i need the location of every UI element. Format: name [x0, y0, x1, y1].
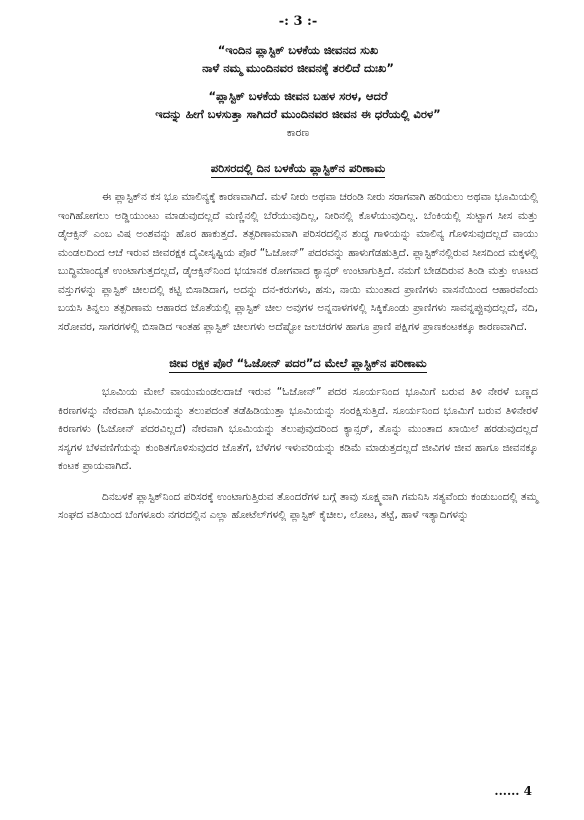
quote-block-1 — [58, 41, 538, 77]
quote-1-line-2: ನಾಳೆ ನಮ್ಮ ಮುಂದಿನವರ ಜೀವನಕ್ಕೆ ತರಲಿದೆ ದುಃಖ” — [202, 61, 394, 75]
quote-block-2 — [58, 87, 538, 123]
page-number: -: 3 :- — [278, 14, 318, 29]
section-1-heading — [58, 157, 538, 178]
section-2-paragraph: ಭೂಮಿಯ ಮೇಲೆ ವಾಯುಮಂಡಲದಾಚೆ ಇರುವ “ಓಜೋನ್” ಪದರ ಸೂರ್ಯನಿಂದ ಭೂಮಿಗೆ ಬರುವ ತಿಳಿ ನೇರಳೆ ಬಣ್ಣದ ಕಿರಣಗಳನ್ನು ನೇರವಾಗಿ ಭೂಮಿಯನ್ನು ತಲುಪದಂತೆ ತಡೆಹಿಡಿಯುತ್ತಾ ಭೂಮಿಯನ್ನು ಸಂರಕ್ಷಿಸುತ್ತಿದೆ. ಸೂರ್ಯನಿಂದ ಭೂಮಿಗೆ ಬರುವ ತಿಳಿನೇರಳೆ ಕಿರಣಗಳು (ಓಜೋನ್ ಪದರವಿಲ್ಲದೆ) ನೇರವಾಗಿ ಭೂಮಿಯನ್ನು ತಲುಪುವುದರಿಂದ ಕ್ಯಾನ್ಸರ್, ತೊನ್ನು ಮುಂತಾದ ಖಾಯಿಲೆ ಹರಡುವುದಲ್ಲದೆ ಸಸ್ಯಗಳ ಬೆಳವಣಿಗೆಯನ್ನು ಕುಂಠಿತಗೊಳಿಸುವುದರ ಜೊತೆಗೆ, ಬೆಳೆಗಳ ಇಳುವರಿಯನ್ನು ಕಡಿಮೆ ಮಾಡುತ್ತದಲ್ಲದೆ ಜೀವಿಗಳ ಜೀವ ಹಾಗೂ ಜೀವನಕ್ಕೂ ಕಂಟಕ ಪ್ರಾಯವಾಗಿದೆ. — [58, 386, 538, 472]
quote-2-line-1: “ಪ್ಲಾಸ್ಟಿಕ್ ಬಳಕೆಯ ಜೀವನ ಬಹಳ ಸರಳ, ಆದರೆ — [208, 89, 388, 103]
section-2-heading — [58, 352, 538, 373]
quote-1-line-1: “ಇಂದಿನ ಪ್ಲಾಸ್ಟಿಕ್ ಬಳಕೆಯ ಜೀವನದ ಸುಖ — [217, 43, 379, 57]
closing-paragraph: ದಿನಬಳಕೆ ಪ್ಲಾಸ್ಟಿಕ್‌ನಿಂದ ಪರಿಸರಕ್ಕೆ ಉಂಟಾಗುತ್ತಿರುವ ತೊಂದರೆಗಳ ಬಗ್ಗೆ ತಾವು ಸೂಕ್ಷ್ಮವಾಗಿ ಗಮನಿಸಿ ಸತ್ಯವೆಂದು ಕಂಡುಬಂದಲ್ಲಿ ತಮ್ಮ ಸಂಘದ ವತಿಯಿಂದ ಬೆಂಗಳೂರು ನಗರದಲ್ಲಿನ ಎಲ್ಲಾ ಹೋಟೆಲ್‌ಗಳಲ್ಲಿ ಪ್ಲಾಸ್ಟಿಕ್ ಕೈಚೀಲ, ಲೋಟ, ತಟ್ಟೆ, ಹಾಳೆ ಇತ್ಯಾದಿಗಳನ್ನು — [58, 490, 538, 521]
section-1-heading-text: ಪರಿಸರದಲ್ಲಿ ದಿನ ಬಳಕೆಯ ಪ್ಲಾಸ್ಟಿಕ್‌ನ ಪರಿಣಾಮ — [211, 160, 386, 178]
quote-2-line-2: ಇದನ್ನು ಹೀಗೆ ಬಳಸುತ್ತಾ ಸಾಗಿದರೆ ಮುಂದಿನವರ ಜೀವನ ಈ ಧರೆಯಲ್ಲಿ ವಿರಳ” — [155, 107, 441, 121]
section-2-heading-text: ಜೀವ ರಕ್ಷಕ ಪೊರೆ “ಓಜೋನ್ ಪದರ”ದ ಮೇಲೆ ಪ್ಲಾಸ್ಟಿಕ್‌ನ ಪರಿಣಾಮ — [169, 355, 426, 373]
next-page-marker: ...... 4 — [494, 784, 532, 798]
section-1-paragraph: ಈ ಪ್ಲಾಸ್ಟಿಕ್‌ನ ಕಸ ಭೂ ಮಾಲಿನ್ಯಕ್ಕೆ ಕಾರಣವಾಗಿದೆ. ಮಳೆ ನೀರು ಅಥವಾ ಚರಂಡಿ ನೀರು ಸರಾಗವಾಗಿ ಹರಿಯಲು ಅಥವಾ ಭೂಮಿಯಲ್ಲಿ ಇಂಗಿಹೋಗಲು ಅಡ್ಡಿಯುಂಟು ಮಾಡುವುದಲ್ಲದೆ ಮಣ್ಣಿನಲ್ಲಿ ಬೆರೆಯುವುದಿಲ್ಲ, ನೀರಿನಲ್ಲಿ ಕೊಳೆಯುವುದಿಲ್ಲ. ಬೆಂಕಿಯಲ್ಲಿ ಸುಟ್ಟಾಗ ಸೀಸ ಮತ್ತು ಡೈಆಕ್ಸಿನ್ ಎಂಬ ವಿಷ ಅಂಶವನ್ನು ಹೊರ ಹಾಕುತ್ತದೆ. ತತ್ಪರಿಣಾಮವಾಗಿ ಪರಿಸರದಲ್ಲಿನ ಶುದ್ಧ ಗಾಳಿಯನ್ನು ಮಾಲಿನ್ಯ ಗೊಳಿಸುವುದಲ್ಲದೆ ವಾಯು ಮಂಡಲದಿಂದ ಆಚೆ ಇರುವ ಜೀವರಕ್ಷಕ ದೈವೀಸೃಷ್ಟಿಯ ಪೊರೆ “ಓಜೋನ್” ಪದರವನ್ನು ಹಾಳುಗೆಡಹುತ್ತಿದೆ. ಪ್ಲಾಸ್ಟಿಕ್‌ನಲ್ಲಿರುವ ಸೀಸದಿಂದ ಮಕ್ಕಳಲ್ಲಿ ಬುದ್ಧಿಮಾಂದ್ಯತೆ ಉಂಟಾಗುತ್ತದಲ್ಲದೆ, ಡೈಆಕ್ಸಿನ್‌ನಿಂದ ಭಯಾನಕ ರೋಗವಾದ ಕ್ಯಾನ್ಸರ್ ಉಂಟಾಗುತ್ತಿದೆ. ನಮಗೆ ಬೇಡದಿರುವ ತಿಂಡಿ ಮತ್ತು ಊಟದ ವಸ್ತುಗಳನ್ನು ಪ್ಲಾಸ್ಟಿಕ್ ಚೀಲದಲ್ಲಿ ಕಟ್ಟಿ ಬಿಸಾಡಿದಾಗ, ಅದನ್ನು ದನ-ಕರುಗಳು, ಹಸು, ನಾಯಿ ಮುಂತಾದ ಪ್ರಾಣಿಗಳು ವಾಸನೆಯಿಂದ ಆಹಾರವೆಂದು ಬಯಸಿ ತಿನ್ನಲು ತತ್ಪರಿಣಾಮ ಆಹಾರದ ಜೊತೆಯಲ್ಲಿ ಪ್ಲಾಸ್ಟಿಕ್ ಚೀಲ ಅವುಗಳ ಅನ್ನನಾಳಗಳಲ್ಲಿ ಸಿಕ್ಕಿಕೊಂಡು ಪ್ರಾಣಿಗಳು ಸಾವನ್ನಪ್ಪುವುದಲ್ಲದೆ, ನದಿ, ಸರೋವರ, ಸಾಗರಗಳಲ್ಲಿ ಬಿಸಾಡಿದ ಇಂತಹ ಪ್ಲಾಸ್ಟಿಕ್ ಚೀಲಗಳು ಅದೆಷ್ಟೋ ಜಲಚರಗಳ ಹಾಗೂ ಪ್ರಾಣಿ ಪಕ್ಷಿಗಳ ಪ್ರಾಣಕಂಟಕಕ್ಕೂ ಕಾರಣವಾಗಿದೆ. — [58, 191, 538, 333]
reason-label: ಕಾರಣ — [286, 126, 310, 139]
